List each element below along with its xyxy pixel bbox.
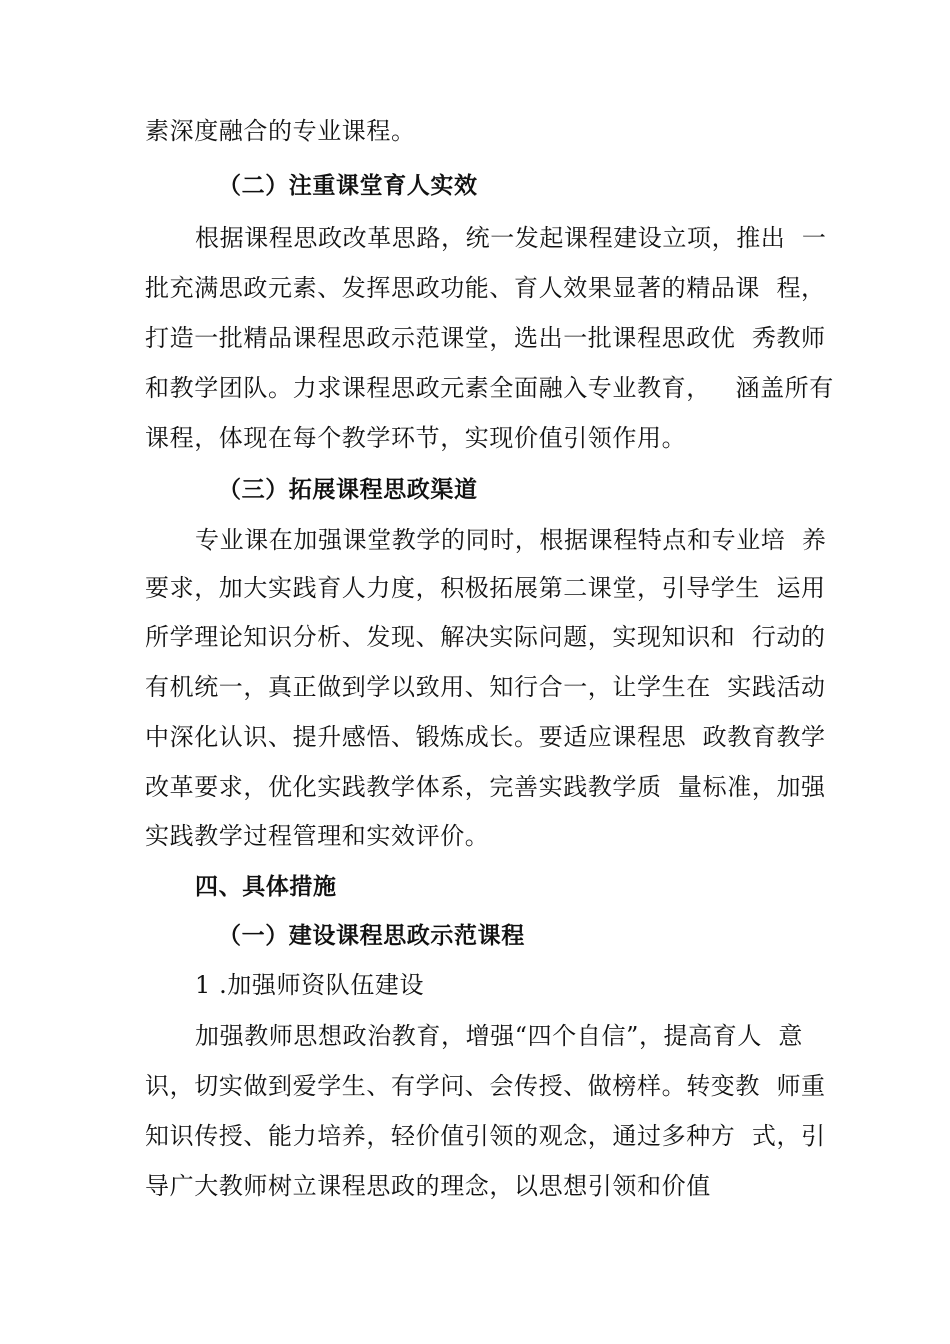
paragraph-line: 导广大教师树立课程思政的理念，以思想引领和价值: [145, 1172, 711, 1200]
paragraph-line: 改革要求，优化实践教学体系，完善实践教学质 量标准，加强: [145, 773, 826, 801]
paragraph-line: 要求，加大实践育人力度，积极拓展第二课堂，引导学生 运用: [145, 574, 826, 602]
paragraph-line: 加强教师思想政治教育，增强“四个自信”，提高育人 意: [195, 1022, 803, 1050]
paragraph-line: 有机统一，真正做到学以致用、知行合一，让学生在 实践活动: [145, 673, 826, 701]
paragraph-line: 和教学团队。力求课程思政元素全面融入专业教育， 涵盖所有: [145, 374, 834, 402]
paragraph-line: 中深化认识、提升感悟、锻炼成长。要适应课程思 政教育教学: [145, 723, 826, 751]
paragraph-line: 识，切实做到爱学生、有学问、会传授、做榜样。转变教 师重: [145, 1072, 826, 1100]
paragraph-line: 打造一批精品课程思政示范课堂，选出一批课程思政优 秀教师: [145, 324, 826, 352]
section-heading: （二）注重课堂育人实效: [218, 173, 478, 199]
paragraph-line: 知识传授、能力培养，轻价值引领的观念，通过多种方 式，引: [145, 1122, 826, 1150]
paragraph-line: 批充满思政元素、发挥思政功能、育人效果显著的精品课 程，: [145, 274, 826, 302]
section-heading: （三）拓展课程思政渠道: [218, 477, 478, 503]
paragraph-line: 根据课程思政改革思路，统一发起课程建设立项，推出 一: [195, 224, 827, 252]
paragraph-line: 课程，体现在每个教学环节，实现价值引领作用。: [145, 424, 687, 452]
section-heading: 四、具体措施: [195, 874, 337, 900]
section-heading: （一）建设课程思政示范课程: [218, 923, 525, 949]
subsection-heading: 1 .加强师资队伍建设: [195, 971, 425, 999]
paragraph-line: 所学理论知识分析、发现、解决实际问题，实现知识和 行动的: [145, 623, 826, 651]
paragraph-line: 实践教学过程管理和实效评价。: [145, 822, 490, 850]
paragraph-line: 素深度融合的专业课程。: [145, 117, 416, 145]
paragraph-line: 专业课在加强课堂教学的同时，根据课程特点和专业培 养: [195, 526, 827, 554]
